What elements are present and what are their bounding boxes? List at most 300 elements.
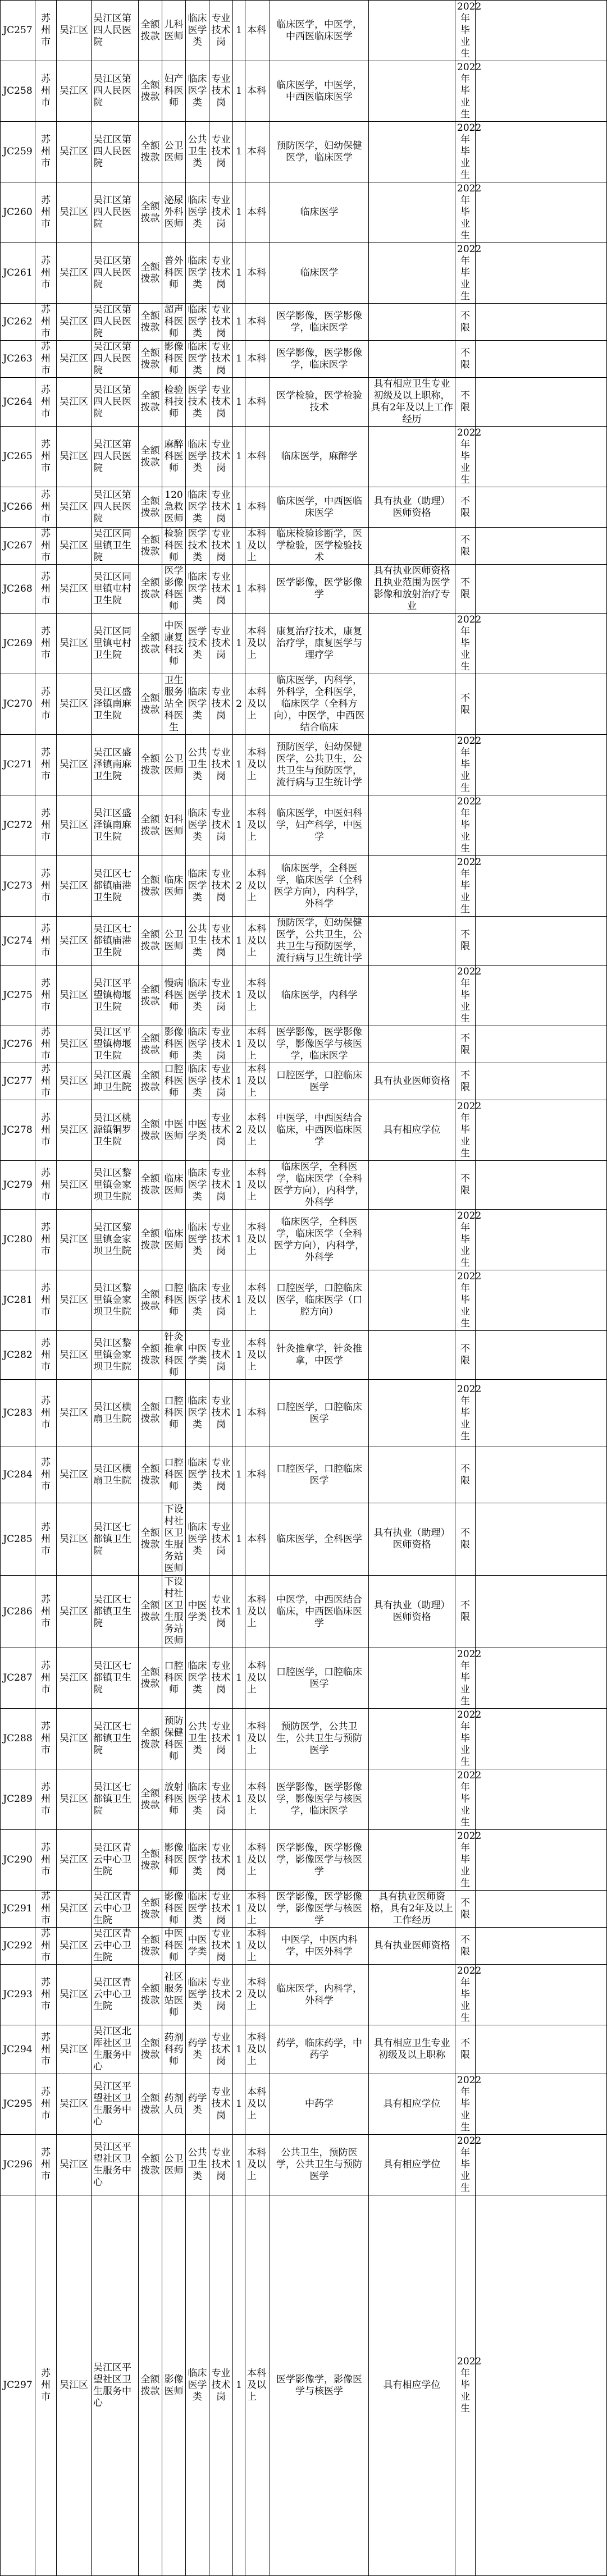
city-cell: 苏州市	[35, 1709, 57, 1769]
job-code-cell: JC296	[1, 2135, 35, 2195]
funding-cell: 全额拨款	[139, 966, 162, 1026]
major-cell: 预防医学，妇幼保健医学，临床医学	[270, 122, 369, 182]
job-code-cell: JC282	[1, 1331, 35, 1380]
count-cell: 1	[233, 427, 245, 487]
table-row	[1, 1503, 607, 1576]
count-cell: 2	[233, 674, 245, 735]
district-cell: 吴江区	[57, 1026, 92, 1063]
table-row	[1, 1928, 607, 1965]
major-cell: 医学影像，医学影像学，影像医学与核医学，临床医学	[270, 1769, 369, 1830]
table-row	[1, 1830, 607, 1891]
unit-cell: 吴江区黎里镇金家坝卫生院	[92, 1161, 139, 1210]
city-cell: 苏州市	[35, 341, 57, 378]
city-cell: 苏州市	[35, 1063, 57, 1100]
other-requirement-cell	[369, 1210, 455, 1270]
category-cell: 临床医学类	[186, 2195, 209, 2576]
position-cell: 口腔科医师	[162, 1063, 186, 1100]
category-cell: 临床医学类	[186, 795, 209, 856]
category-cell: 临床医学类	[186, 1270, 209, 1331]
count-cell: 1	[233, 1210, 245, 1270]
unit-cell: 吴江区青云中心卫生院	[92, 1965, 139, 2025]
district-cell: 吴江区	[57, 614, 92, 674]
education-cell: 本科及以上	[245, 1270, 270, 1331]
district-cell: 吴江区	[57, 1648, 92, 1709]
city-cell: 苏州市	[35, 1026, 57, 1063]
table-row	[1, 243, 607, 304]
table-row	[1, 1709, 607, 1769]
unit-cell: 吴江区第四人民医院	[92, 61, 139, 122]
city-cell: 苏州市	[35, 243, 57, 304]
post-type-cell: 专业技术岗	[209, 341, 233, 378]
graduate-type-cell: 不限	[455, 2025, 476, 2074]
post-type-cell: 专业技术岗	[209, 1161, 233, 1210]
table-row	[1, 1063, 607, 1100]
count-cell: 1	[233, 1161, 245, 1210]
unit-cell: 吴江区第四人民医院	[92, 243, 139, 304]
education-cell: 本科	[245, 487, 270, 528]
job-code-cell: JC283	[1, 1380, 35, 1447]
funding-cell: 全额拨款	[139, 378, 162, 427]
graduate-type-cell: 不限	[455, 304, 476, 341]
category-cell: 临床医学类	[186, 341, 209, 378]
funding-cell: 全额拨款	[139, 243, 162, 304]
category-cell: 临床医学类	[186, 1, 209, 61]
education-cell: 本科及以上	[245, 2025, 270, 2074]
major-cell: 医学影像，医学影像学，临床医学	[270, 304, 369, 341]
post-type-cell: 专业技术岗	[209, 2025, 233, 2074]
count-cell: 1	[233, 182, 245, 243]
graduate-type-cell: 2022年毕业生	[455, 966, 476, 1026]
count-cell: 1	[233, 1026, 245, 1063]
count-cell: 1	[233, 1447, 245, 1503]
education-cell: 本科	[245, 341, 270, 378]
unit-cell: 吴江区第四人民医院	[92, 1, 139, 61]
graduate-type-cell: 2022年毕业生	[455, 856, 476, 917]
other-requirement-cell	[369, 304, 455, 341]
other-requirement-cell	[369, 1648, 455, 1709]
city-cell: 苏州市	[35, 966, 57, 1026]
other-requirement-cell: 具有执业医师资格，具有2年及以上工作经历	[369, 1891, 455, 1928]
other-requirement-cell	[369, 61, 455, 122]
district-cell: 吴江区	[57, 795, 92, 856]
count-cell: 1	[233, 341, 245, 378]
city-cell: 苏州市	[35, 565, 57, 614]
funding-cell: 全额拨款	[139, 795, 162, 856]
table-row	[1, 966, 607, 1026]
district-cell: 吴江区	[57, 2135, 92, 2195]
graduate-type-cell: 2022年毕业生	[455, 2195, 476, 2576]
major-cell: 临床医学，全科医学，临床医学（全科医学方向），内科学，外科学	[270, 1161, 369, 1210]
funding-cell: 全额拨款	[139, 2135, 162, 2195]
other-requirement-cell: 具有执业医师资格且执业范围为医学影像和放射治疗专业	[369, 565, 455, 614]
table-row	[1, 856, 607, 917]
table-row	[1, 2195, 607, 2576]
city-cell: 苏州市	[35, 1270, 57, 1331]
post-type-cell: 专业技术岗	[209, 378, 233, 427]
count-cell: 1	[233, 528, 245, 565]
remarks-cell	[476, 1, 607, 61]
count-cell: 1	[233, 1709, 245, 1769]
remarks-cell	[476, 966, 607, 1026]
city-cell: 苏州市	[35, 2135, 57, 2195]
unit-cell: 吴江区同里镇卫生院	[92, 528, 139, 565]
post-type-cell: 专业技术岗	[209, 1965, 233, 2025]
position-cell: 下设村社区卫生服务站医师	[162, 1503, 186, 1576]
remarks-cell	[476, 614, 607, 674]
district-cell: 吴江区	[57, 1769, 92, 1830]
city-cell: 苏州市	[35, 2195, 57, 2576]
category-cell: 临床医学类	[186, 1830, 209, 1891]
unit-cell: 吴江区七都镇卫生院	[92, 1503, 139, 1576]
unit-cell: 吴江区七都镇庙港卫生院	[92, 856, 139, 917]
unit-cell: 吴江区七都镇卫生院	[92, 1709, 139, 1769]
district-cell: 吴江区	[57, 1891, 92, 1928]
post-type-cell: 专业技术岗	[209, 1709, 233, 1769]
education-cell: 本科	[245, 1, 270, 61]
count-cell: 1	[233, 2074, 245, 2135]
count-cell: 1	[233, 795, 245, 856]
district-cell: 吴江区	[57, 1576, 92, 1648]
table-body	[1, 1, 607, 2576]
category-cell: 临床医学类	[186, 427, 209, 487]
education-cell: 本科及以上	[245, 1830, 270, 1891]
graduate-type-cell: 2022年毕业生	[455, 243, 476, 304]
table-row	[1, 2074, 607, 2135]
category-cell: 医学技术类	[186, 614, 209, 674]
count-cell: 1	[233, 1, 245, 61]
graduate-type-cell: 2022年毕业生	[455, 122, 476, 182]
education-cell: 本科	[245, 378, 270, 427]
job-code-cell: JC266	[1, 487, 35, 528]
other-requirement-cell	[369, 1830, 455, 1891]
education-cell: 本科及以上	[245, 1648, 270, 1709]
other-requirement-cell	[369, 1769, 455, 1830]
funding-cell: 全额拨款	[139, 304, 162, 341]
count-cell: 1	[233, 1503, 245, 1576]
job-code-cell: JC263	[1, 341, 35, 378]
funding-cell: 全额拨款	[139, 1928, 162, 1965]
graduate-type-cell: 2022年毕业生	[455, 1100, 476, 1161]
education-cell: 本科及以上	[245, 1331, 270, 1380]
unit-cell: 吴江区平望社区卫生服务中心	[92, 2195, 139, 2576]
graduate-type-cell: 不限	[455, 528, 476, 565]
position-cell: 影像科医师	[162, 1891, 186, 1928]
table-row	[1, 1210, 607, 1270]
graduate-type-cell: 不限	[455, 341, 476, 378]
position-cell: 口腔科医师	[162, 1380, 186, 1447]
position-cell: 临床医师	[162, 1161, 186, 1210]
funding-cell: 全额拨款	[139, 2195, 162, 2576]
graduate-type-cell: 2022年毕业生	[455, 1270, 476, 1331]
unit-cell: 吴江区平望社区卫生服务中心	[92, 2135, 139, 2195]
other-requirement-cell: 具有执业医师资格	[369, 1063, 455, 1100]
count-cell: 2	[233, 1100, 245, 1161]
count-cell: 1	[233, 1648, 245, 1709]
position-cell: 医学影像科医师	[162, 565, 186, 614]
remarks-cell	[476, 1769, 607, 1830]
education-cell: 本科及以上	[245, 966, 270, 1026]
remarks-cell	[476, 1210, 607, 1270]
district-cell: 吴江区	[57, 427, 92, 487]
graduate-type-cell: 不限	[455, 674, 476, 735]
post-type-cell: 专业技术岗	[209, 2074, 233, 2135]
other-requirement-cell	[369, 917, 455, 966]
job-code-cell: JC258	[1, 61, 35, 122]
district-cell: 吴江区	[57, 61, 92, 122]
education-cell: 本科	[245, 1503, 270, 1576]
position-cell: 针灸推拿科医师	[162, 1331, 186, 1380]
position-cell: 影像科医师	[162, 1026, 186, 1063]
position-cell: 放射科医师	[162, 1769, 186, 1830]
unit-cell: 吴江区横扇卫生院	[92, 1380, 139, 1447]
table-row	[1, 917, 607, 966]
post-type-cell: 专业技术岗	[209, 1380, 233, 1447]
unit-cell: 吴江区青云中心卫生院	[92, 1830, 139, 1891]
count-cell: 1	[233, 2025, 245, 2074]
post-type-cell: 专业技术岗	[209, 528, 233, 565]
post-type-cell: 专业技术岗	[209, 2195, 233, 2576]
table-row	[1, 614, 607, 674]
major-cell: 口腔医学，口腔临床医学	[270, 1063, 369, 1100]
unit-cell: 吴江区青云中心卫生院	[92, 1891, 139, 1928]
education-cell: 本科及以上	[245, 1965, 270, 2025]
table-row	[1, 182, 607, 243]
district-cell: 吴江区	[57, 735, 92, 795]
graduate-type-cell: 2022年毕业生	[455, 2074, 476, 2135]
position-cell: 影像科医师	[162, 341, 186, 378]
graduate-type-cell: 不限	[455, 378, 476, 427]
position-cell: 预防保健科医师	[162, 1709, 186, 1769]
city-cell: 苏州市	[35, 1, 57, 61]
table-row	[1, 1576, 607, 1648]
category-cell: 临床医学类	[186, 1891, 209, 1928]
district-cell: 吴江区	[57, 2025, 92, 2074]
major-cell: 康复治疗技术，康复治疗学，康复医学与理疗学	[270, 614, 369, 674]
position-cell: 公卫医师	[162, 122, 186, 182]
category-cell: 医学技术类	[186, 528, 209, 565]
post-type-cell: 专业技术岗	[209, 1447, 233, 1503]
major-cell: 口腔医学，口腔临床医学，临床医学（口腔方向）	[270, 1270, 369, 1331]
post-type-cell: 专业技术岗	[209, 1576, 233, 1648]
post-type-cell: 专业技术岗	[209, 1830, 233, 1891]
major-cell: 临床检验诊断学，医学检验，医学检验技术	[270, 528, 369, 565]
remarks-cell	[476, 1503, 607, 1576]
city-cell: 苏州市	[35, 1769, 57, 1830]
major-cell: 中医学，中西医结合临床，中西医临床医学	[270, 1100, 369, 1161]
city-cell: 苏州市	[35, 1380, 57, 1447]
position-cell: 检验科医师	[162, 528, 186, 565]
remarks-cell	[476, 1270, 607, 1331]
category-cell: 药学类	[186, 2074, 209, 2135]
graduate-type-cell: 不限	[455, 1503, 476, 1576]
major-cell: 预防医学，妇幼保健医学，公共卫生，公共卫生与预防医学，流行病与卫生统计学	[270, 917, 369, 966]
education-cell: 本科及以上	[245, 1769, 270, 1830]
other-requirement-cell: 具有相应学位	[369, 2074, 455, 2135]
major-cell: 中医学，中医内科学，中医外科学	[270, 1928, 369, 1965]
count-cell: 2	[233, 1965, 245, 2025]
post-type-cell: 专业技术岗	[209, 917, 233, 966]
job-code-cell: JC265	[1, 427, 35, 487]
count-cell: 1	[233, 122, 245, 182]
other-requirement-cell	[369, 528, 455, 565]
unit-cell: 吴江区平望镇梅堰卫生院	[92, 1026, 139, 1063]
major-cell: 临床医学，中西医临床医学	[270, 487, 369, 528]
post-type-cell: 专业技术岗	[209, 795, 233, 856]
district-cell: 吴江区	[57, 1928, 92, 1965]
category-cell: 临床医学类	[186, 1965, 209, 2025]
category-cell: 临床医学类	[186, 1210, 209, 1270]
remarks-cell	[476, 1063, 607, 1100]
post-type-cell: 专业技术岗	[209, 1928, 233, 1965]
post-type-cell: 专业技术岗	[209, 1769, 233, 1830]
remarks-cell	[476, 1648, 607, 1709]
count-cell: 1	[233, 378, 245, 427]
post-type-cell: 专业技术岗	[209, 427, 233, 487]
major-cell: 医学影像，医学影像学，影像医学与核医学	[270, 1891, 369, 1928]
district-cell: 吴江区	[57, 1709, 92, 1769]
post-type-cell: 专业技术岗	[209, 674, 233, 735]
other-requirement-cell: 具有执业（助理）医师资格	[369, 1576, 455, 1648]
position-cell: 超声科医师	[162, 304, 186, 341]
position-cell: 影像医师	[162, 2195, 186, 2576]
post-type-cell: 专业技术岗	[209, 614, 233, 674]
category-cell: 公共卫生类	[186, 122, 209, 182]
job-code-cell: JC295	[1, 2074, 35, 2135]
position-cell: 普外科医师	[162, 243, 186, 304]
position-cell: 妇产科医师	[162, 61, 186, 122]
job-code-cell: JC273	[1, 856, 35, 917]
remarks-cell	[476, 1380, 607, 1447]
funding-cell: 全额拨款	[139, 614, 162, 674]
table-row	[1, 2135, 607, 2195]
remarks-cell	[476, 182, 607, 243]
district-cell: 吴江区	[57, 122, 92, 182]
table-row	[1, 1447, 607, 1503]
funding-cell: 全额拨款	[139, 1210, 162, 1270]
post-type-cell: 专业技术岗	[209, 1100, 233, 1161]
graduate-type-cell: 2022年毕业生	[455, 614, 476, 674]
remarks-cell	[476, 674, 607, 735]
funding-cell: 全额拨款	[139, 1576, 162, 1648]
count-cell: 1	[233, 966, 245, 1026]
table-row	[1, 735, 607, 795]
job-code-cell: JC257	[1, 1, 35, 61]
unit-cell: 吴江区横扇卫生院	[92, 1447, 139, 1503]
job-code-cell: JC281	[1, 1270, 35, 1331]
remarks-cell	[476, 795, 607, 856]
other-requirement-cell	[369, 1161, 455, 1210]
job-code-cell: JC294	[1, 2025, 35, 2074]
district-cell: 吴江区	[57, 2195, 92, 2576]
unit-cell: 吴江区七都镇卫生院	[92, 1769, 139, 1830]
major-cell: 医学影像，医学影像学，影像医学与核医学	[270, 1830, 369, 1891]
post-type-cell: 专业技术岗	[209, 1648, 233, 1709]
major-cell: 临床医学，麻醉学	[270, 427, 369, 487]
unit-cell: 吴江区平望社区卫生服务中心	[92, 2074, 139, 2135]
district-cell: 吴江区	[57, 565, 92, 614]
graduate-type-cell: 2022年毕业生	[455, 1210, 476, 1270]
funding-cell: 全额拨款	[139, 487, 162, 528]
table-row	[1, 1769, 607, 1830]
education-cell: 本科及以上	[245, 795, 270, 856]
city-cell: 苏州市	[35, 917, 57, 966]
graduate-type-cell: 2022年毕业生	[455, 1830, 476, 1891]
category-cell: 临床医学类	[186, 243, 209, 304]
position-cell: 泌尿外科医师	[162, 182, 186, 243]
funding-cell: 全额拨款	[139, 1100, 162, 1161]
remarks-cell	[476, 2074, 607, 2135]
district-cell: 吴江区	[57, 341, 92, 378]
category-cell: 临床医学类	[186, 966, 209, 1026]
major-cell: 口腔医学，口腔临床医学	[270, 1447, 369, 1503]
table-row	[1, 1380, 607, 1447]
district-cell: 吴江区	[57, 1503, 92, 1576]
count-cell: 1	[233, 1380, 245, 1447]
education-cell: 本科	[245, 122, 270, 182]
district-cell: 吴江区	[57, 1100, 92, 1161]
city-cell: 苏州市	[35, 378, 57, 427]
city-cell: 苏州市	[35, 304, 57, 341]
major-cell: 临床医学，全科医学	[270, 1503, 369, 1576]
table-row	[1, 304, 607, 341]
education-cell: 本科及以上	[245, 1928, 270, 1965]
table-row	[1, 1161, 607, 1210]
remarks-cell	[476, 1891, 607, 1928]
position-cell: 社区服务站医师	[162, 1965, 186, 2025]
education-cell: 本科及以上	[245, 917, 270, 966]
major-cell: 医学影像学，影像医学与核医学	[270, 2195, 369, 2576]
remarks-cell	[476, 2135, 607, 2195]
city-cell: 苏州市	[35, 1447, 57, 1503]
major-cell: 临床医学，全科医学，临床医学（全科医学方向），内科学，外科学	[270, 1210, 369, 1270]
job-code-cell: JC262	[1, 304, 35, 341]
graduate-type-cell: 2022年毕业生	[455, 2135, 476, 2195]
post-type-cell: 专业技术岗	[209, 1, 233, 61]
job-code-cell: JC280	[1, 1210, 35, 1270]
graduate-type-cell: 不限	[455, 1447, 476, 1503]
job-code-cell: JC271	[1, 735, 35, 795]
remarks-cell	[476, 2025, 607, 2074]
education-cell: 本科及以上	[245, 674, 270, 735]
other-requirement-cell: 具有相应卫生专业初级及以上职称，具有2年及以上工作经历	[369, 378, 455, 427]
position-cell: 公卫医师	[162, 917, 186, 966]
job-code-cell: JC285	[1, 1503, 35, 1576]
category-cell: 临床医学类	[186, 1380, 209, 1447]
education-cell: 本科及以上	[245, 1026, 270, 1063]
funding-cell: 全额拨款	[139, 1891, 162, 1928]
graduate-type-cell: 不限	[455, 1928, 476, 1965]
graduate-type-cell: 不限	[455, 1063, 476, 1100]
funding-cell: 全额拨款	[139, 1063, 162, 1100]
position-cell: 中医科医师	[162, 1928, 186, 1965]
graduate-type-cell: 2022年毕业生	[455, 735, 476, 795]
count-cell: 1	[233, 1928, 245, 1965]
count-cell: 2	[233, 856, 245, 917]
job-code-cell: JC277	[1, 1063, 35, 1100]
funding-cell: 全额拨款	[139, 735, 162, 795]
city-cell: 苏州市	[35, 1100, 57, 1161]
table-row	[1, 674, 607, 735]
remarks-cell	[476, 122, 607, 182]
job-code-cell: JC284	[1, 1447, 35, 1503]
category-cell: 中医学类	[186, 1100, 209, 1161]
category-cell: 临床医学类	[186, 1648, 209, 1709]
unit-cell: 吴江区第四人民医院	[92, 122, 139, 182]
funding-cell: 全额拨款	[139, 2074, 162, 2135]
district-cell: 吴江区	[57, 1270, 92, 1331]
major-cell: 医学检验，医学检验技术	[270, 378, 369, 427]
post-type-cell: 专业技术岗	[209, 182, 233, 243]
